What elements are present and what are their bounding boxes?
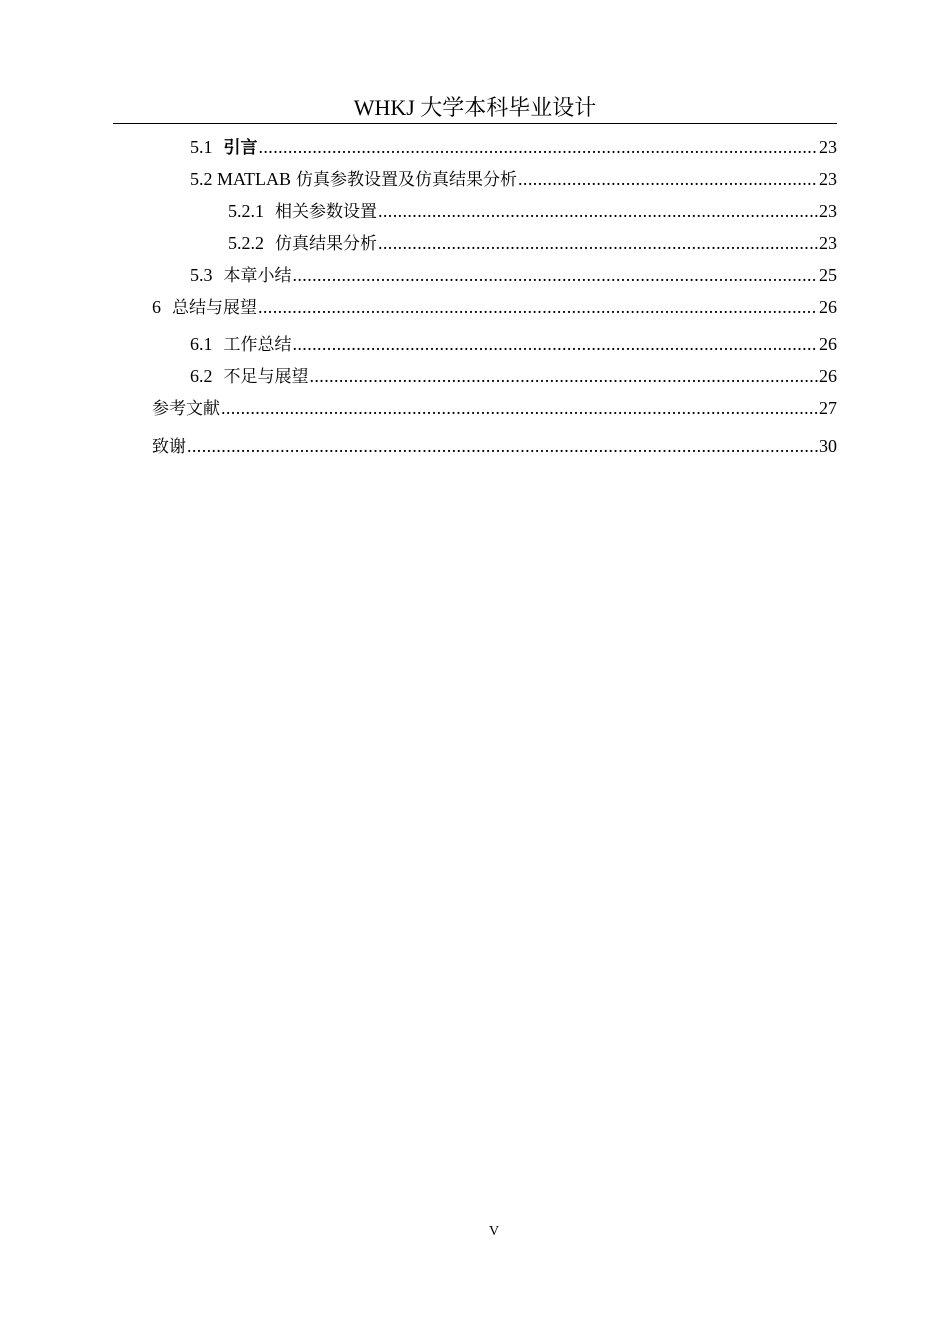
toc-entry-title: 引言 (223, 138, 258, 158)
toc-entry-title: 工作总结 (223, 335, 292, 355)
toc-entry-5-3[interactable] (190, 263, 837, 287)
toc-entry-number: 5.2.1 (228, 201, 264, 221)
toc-dot-leader (293, 332, 819, 356)
toc-entry-number: 6.1 (190, 334, 213, 354)
toc-entry-references[interactable] (152, 396, 837, 420)
header-divider (113, 123, 837, 124)
toc-entry-page: 26 (819, 297, 837, 317)
toc-dot-leader (187, 434, 818, 458)
toc-entry-number: 5.2.2 (228, 233, 264, 253)
page-number: V (488, 1224, 500, 1239)
toc-entry-number: 6.2 (190, 366, 213, 386)
page-header-title: WHKJ 大学本科毕业设计 (353, 95, 597, 120)
toc-entry-page: 23 (819, 169, 837, 189)
toc-entry-title: 参考文献 (152, 399, 220, 419)
toc-entry-page: 30 (819, 436, 837, 456)
toc-dot-leader (310, 364, 819, 388)
toc-entry-title: 总结与展望 (172, 298, 257, 318)
toc-entry-title: 仿真参教设置及仿真结果分析 (296, 170, 518, 190)
toc-entry-number: 6 (152, 297, 161, 317)
toc-dot-leader (221, 396, 818, 420)
toc-dot-leader (258, 295, 818, 319)
toc-entry-5-1[interactable] (190, 135, 837, 159)
toc-entry-page: 26 (819, 334, 837, 354)
toc-entry-5-2[interactable] (190, 167, 837, 191)
toc-entry-5-2-1[interactable] (228, 199, 837, 223)
toc-dot-leader (378, 199, 818, 223)
toc-dot-leader (378, 231, 818, 255)
toc-entry-title: 仿真结果分析 (275, 234, 377, 254)
toc-entry-number: 5.1 (190, 137, 213, 157)
toc-entry-page: 23 (819, 233, 837, 253)
toc-dot-leader (293, 263, 819, 287)
toc-entry-title: 本章小结 (223, 266, 292, 286)
toc-entry-page: 27 (819, 398, 837, 418)
toc-entry-6-1[interactable] (190, 332, 837, 356)
toc-entry-6[interactable] (152, 295, 837, 319)
toc-entry-6-2[interactable] (190, 364, 837, 388)
toc-entry-number: 5.3 (190, 265, 213, 285)
toc-entry-5-2-2[interactable] (228, 231, 837, 255)
toc-dot-leader (259, 135, 819, 159)
toc-entry-page: 23 (819, 137, 837, 157)
toc-entry-title: 相关参数设置 (275, 202, 377, 222)
toc-entry-acknowledgements[interactable] (152, 434, 837, 458)
toc-entry-title: 致谢 (152, 437, 186, 457)
toc-entry-title: 不足与展望 (223, 367, 309, 387)
toc-entry-page: 25 (819, 265, 837, 285)
toc-entry-page: 23 (819, 201, 837, 221)
toc-dot-leader (518, 167, 818, 191)
toc-entry-number: 5.2 MATLAB (190, 169, 292, 189)
toc-entry-page: 26 (819, 366, 837, 386)
